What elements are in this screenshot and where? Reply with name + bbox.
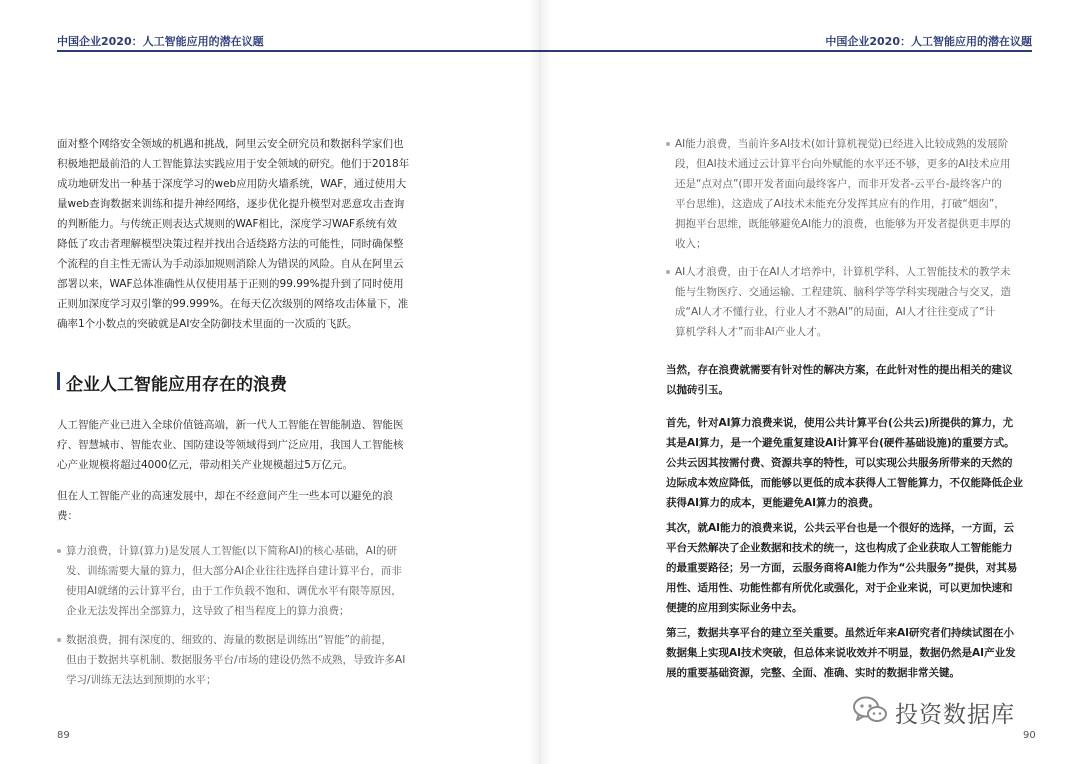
text-line: 用性、适用性、功能性都有所优化或强化，对于企业来说，可以更加快速和 [666,582,1013,594]
text-line: 量web查询数据来训练和提升神经网络，逐步优化提升模型对恶意攻击查询 [57,198,405,210]
page-number-right: 90 [1023,730,1036,741]
text-line: 首先，针对AI算力浪费来说，使用公共计算平台(公共云)所提供的算力，尤 [666,417,1014,429]
book-spine-shadow [528,0,552,764]
paragraph-data-solution [666,623,1016,683]
paragraph-ability-solution [666,518,1017,618]
text-line: 积极地把最前沿的人工智能算法实践应用于安全领域的研究。他们于2018年 [57,158,410,170]
paragraph-industry [57,415,404,475]
text-line: 部署以来，WAF总体准确性从仅使用基于正则的99.99%提升到了同时使用 [57,278,404,290]
paragraph-compute-solution [666,413,1023,513]
bullet-text [66,630,405,690]
text-line: 拥抱平台思维，既能够避免AI能力的浪费，也能够为开发者提供更丰厚的 [675,218,1011,230]
text-line: 费： [57,510,78,522]
page-number-left: 89 [57,730,70,741]
text-line: 但在人工智能产业的高速发展中，却在不经意间产生一些本可以避免的浪 [57,490,393,502]
text-line: 平台天然解决了企业数据和技术的统一，这也构成了企业获取人工智能能力 [666,542,1013,554]
text-line: 平台思维)，这造成了AI技术未能充分发挥其应有的作用，打破“烟囱”， [675,198,1005,210]
text-line: 人工智能产业已进入全球价值链高端，新一代人工智能在智能制造、智能医 [57,419,404,431]
bullet-dot [57,638,61,642]
bullet-dot [57,549,61,553]
paragraph-solutions [666,360,1013,400]
bullet-text [66,541,402,621]
intro-paragraph [57,134,409,334]
text-line: 边际成本效应降低，而能够以更低的成本获得人工智能算力，不仅能降低企业 [666,477,1023,489]
text-line: 的最重要路径；另一方面，云服务商将AI能力作为“公共服务”提供，对其易 [666,562,1018,574]
watermark-text: 投资数据库 [895,702,1015,728]
text-line: 使用AI就绪的云计算平台，由于工作负载不饱和、调优水平有限等原因， [66,585,402,597]
bullet-text [675,134,1011,254]
running-head-right: 中国企业2020：人工智能应用的潜在议题 [825,35,1032,48]
text-line: 收入； [675,238,707,250]
text-line: 其是AI算力，是一个避免重复建设AI计算平台(硬件基础设施)的重要方式。 [666,437,1015,449]
wechat-icon [852,695,888,725]
text-line: 成功地研发出一种基于深度学习的web应用防火墙系统，WAF，通过使用大 [57,178,407,190]
text-line: 成“AI人才不懂行业，行业人才不熟AI”的局面，AI人才往往变成了“计 [675,306,996,318]
text-line: 疗、智慧城市、智能农业、国防建设等领域得到广泛应用，我国人工智能核 [57,439,404,451]
section-title: 企业人工智能应用存在的浪费 [66,375,287,395]
text-line: 企业无法发挥出全部算力，这导致了相当程度上的算力浪费； [66,605,350,617]
text-line: 能与生物医疗、交通运输、工程建筑、脑科学等学科实现融合与交叉，造 [675,286,1011,298]
text-line: 便捷的应用到实际业务中去。 [666,602,803,614]
text-line: 降低了攻击者理解模型决策过程并找出合适绕路方法的可能性，同时确保整 [57,238,404,250]
text-line: 公共云因其按需付费、资源共享的特性，可以实现公共服务所带来的天然的 [666,457,1013,469]
text-line: 个流程的自主性无需认为手动添加规则消除人为错误的风险。自从在阿里云 [57,258,404,270]
text-line: 段，但AI技术通过云计算平台向外赋能的水平还不够，更多的AI技术应用 [675,158,1011,170]
text-line: 发、训练需要大量的算力，但大部分AI企业往往选择自建计算平台，而非 [66,565,402,577]
bullet-dot [666,270,670,274]
bullet-dot [666,142,670,146]
bullet-text [675,262,1011,342]
text-line: 心产业规模将超过4000亿元，带动相关产业规模超过5万亿元。 [57,459,353,471]
text-line: 但由于数据共享机制、数据服务平台/市场的建设仍然不成熟，导致许多AI [66,654,406,666]
right-page [540,0,1080,764]
text-line: AI能力浪费，当前许多AI技术(如计算机视觉)已经进入比较成熟的发展阶 [675,138,1009,150]
text-line: 面对整个网络安全领域的机遇和挑战，阿里云安全研究员和数据科学家们也 [57,138,404,150]
text-line: 算机学科人才”而非AI产业人才。 [675,326,828,338]
text-line: 数据集上实现AI技术突破，但总体来说收效并不明显，数据仍然是AI产业发 [666,647,1016,659]
text-line: 的判断能力。与传统正则表达式规则的WAF相比，深度学习WAF系统有效 [57,218,398,230]
header-rule-right [540,50,1032,52]
text-line: 学习/训练无法达到预期的水平； [66,674,217,686]
text-line: 算力浪费，计算(算力)是发展人工智能(以下简称AI)的核心基础，AI的研 [66,545,397,557]
text-line: AI人才浪费，由于在AI人才培养中，计算机学科、人工智能技术的教学未 [675,266,1011,278]
section-accent-bar [57,372,60,390]
text-line: 第三，数据共享平台的建立至关重要。虽然近年来AI研究者们持续试图在小 [666,627,1015,639]
paragraph-waste-intro [57,486,393,526]
text-line: 其次，就AI能力的浪费来说，公共云平台也是一个很好的选择，一方面，云 [666,522,1015,534]
text-line: 还是“点对点”(即开发者面向最终客户，而非开发者-云平台-最终客户的 [675,178,1003,190]
text-line: 数据浪费，拥有深度的、细致的、海量的数据是训练出“智能”的前提， [66,634,392,646]
text-line: 以抛砖引玉。 [666,384,729,396]
running-head-left: 中国企业2020：人工智能应用的潜在议题 [57,35,264,48]
text-line: 正则加深度学习双引擎的99.999%。在每天亿次级别的网络攻击体量下，准 [57,298,409,310]
text-line: 获得AI算力的成本，更能避免AI算力的浪费。 [666,497,880,509]
text-line: 确率1个小数点的突破就是AI安全防御技术里面的一次质的飞跃。 [57,318,358,330]
text-line: 展的重要基础资源，完整、全面、准确、实时的数据非常关键。 [666,667,960,679]
text-line: 当然，存在浪费就需要有针对性的解决方案，在此针对性的提出相关的建议 [666,364,1013,376]
header-rule-left [57,50,540,52]
